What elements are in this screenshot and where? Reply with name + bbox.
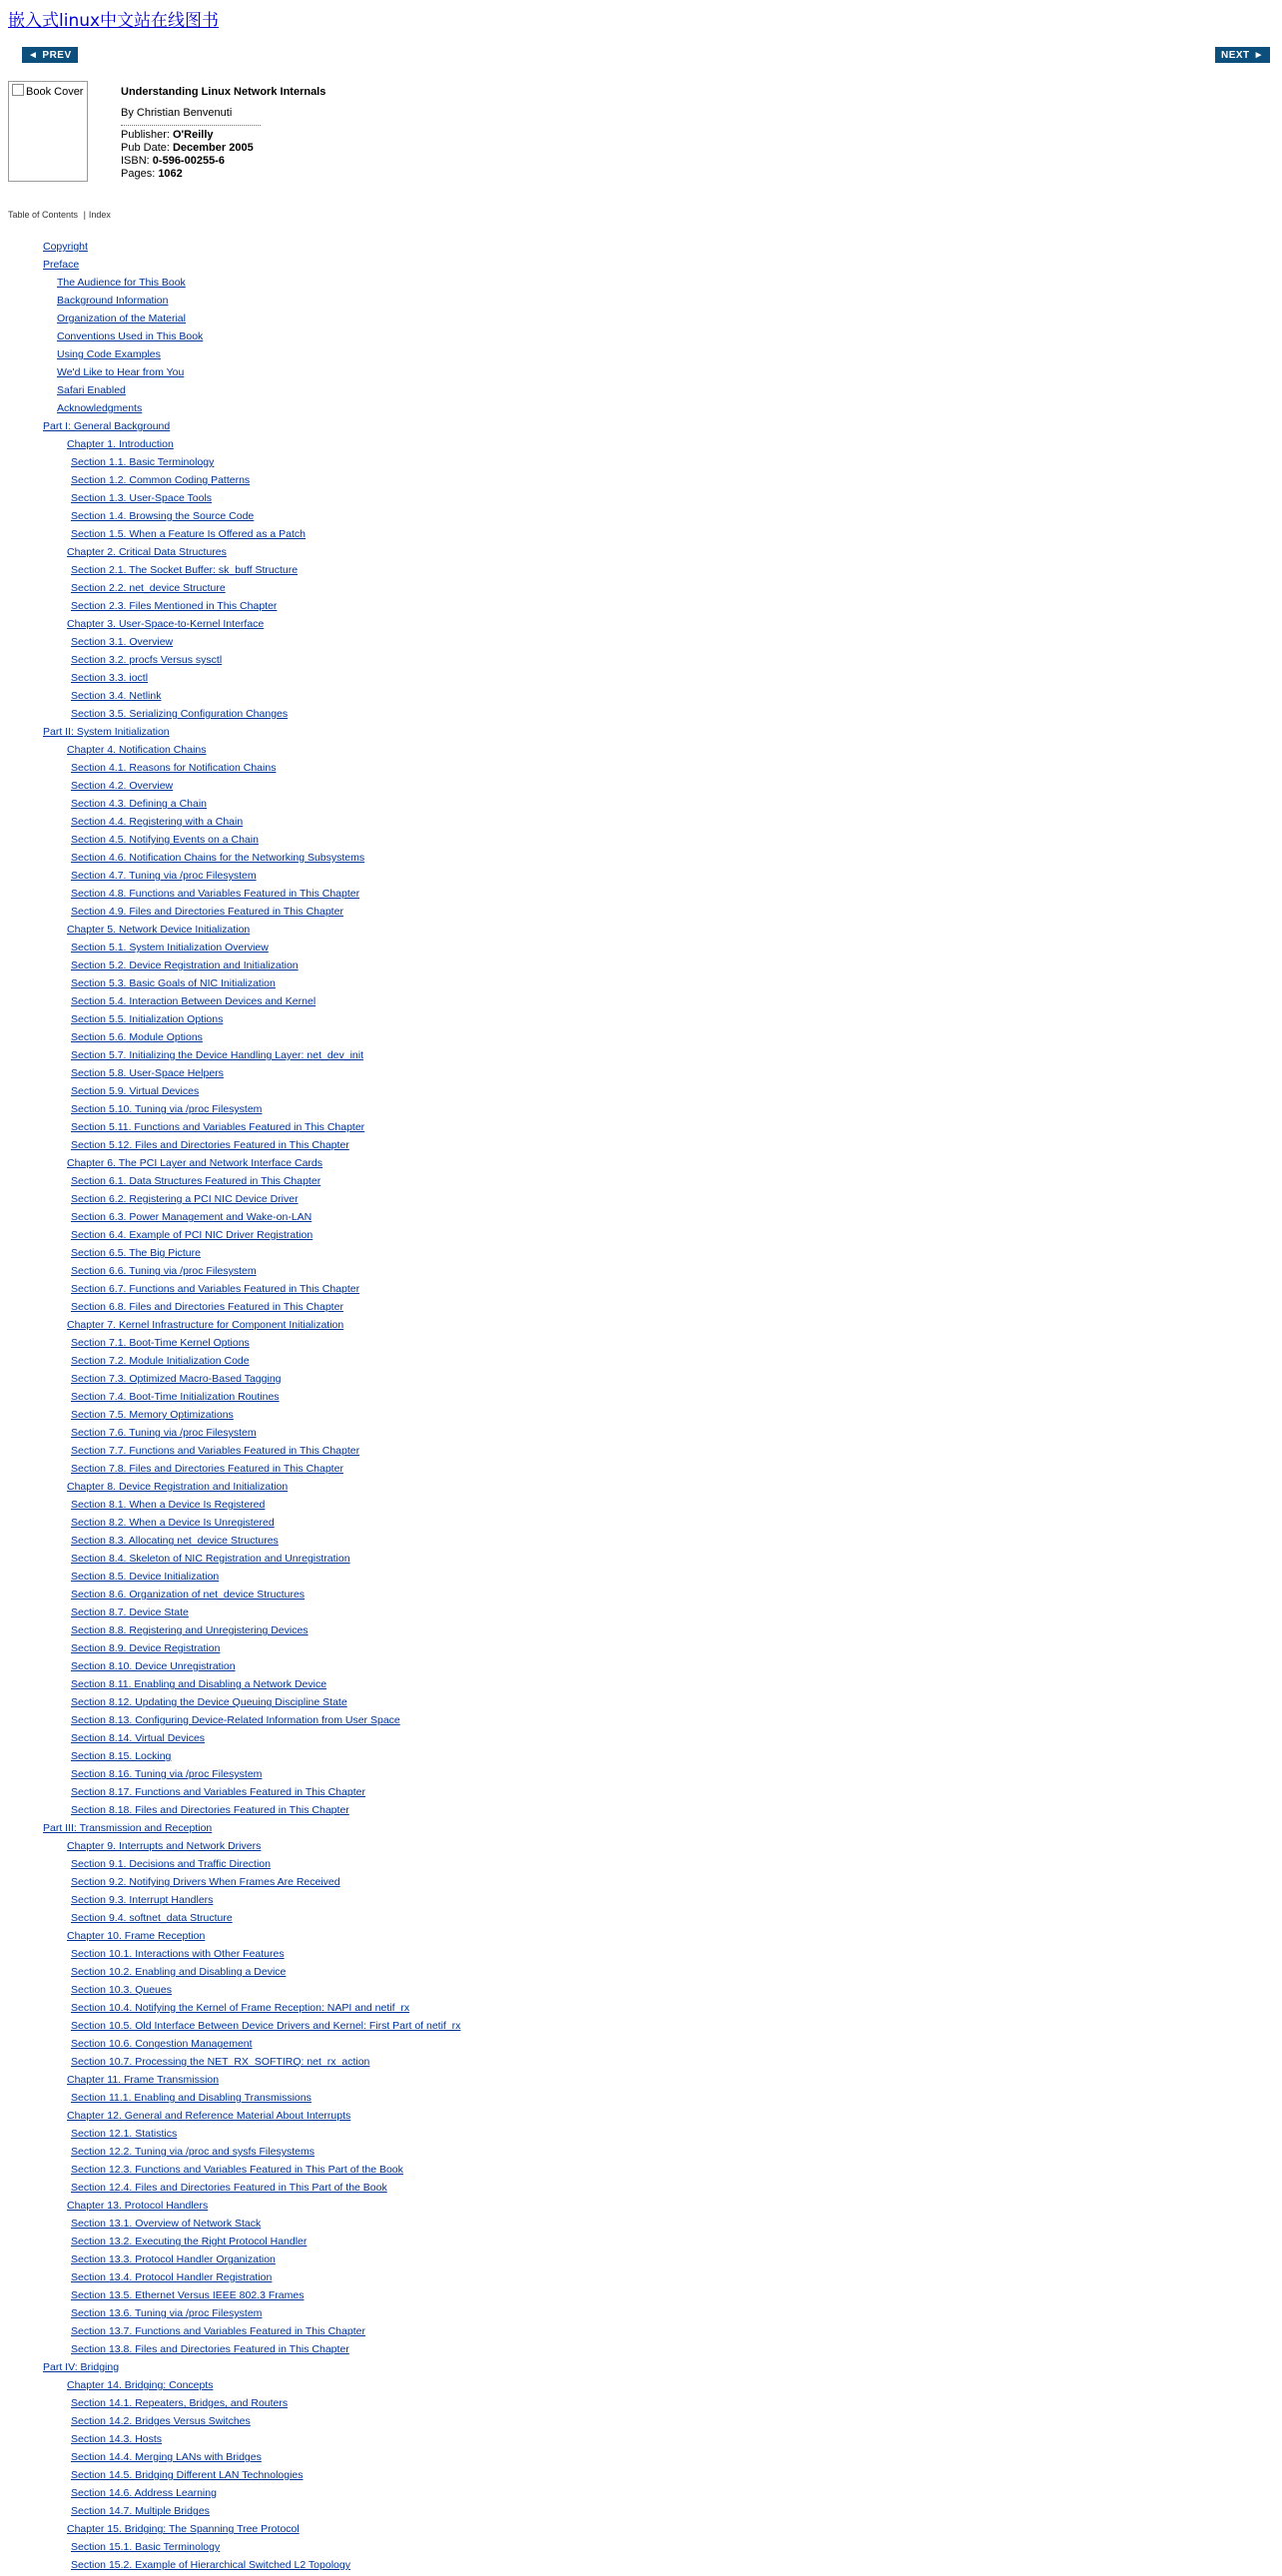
toc-link[interactable]: Section 4.4. Registering with a Chain <box>71 816 244 828</box>
toc-link[interactable]: Section 8.3. Allocating net_device Structures <box>71 1535 279 1547</box>
toc-link[interactable]: Section 6.5. The Big Picture <box>71 1247 201 1259</box>
toc-item <box>0 1120 1282 1138</box>
toc-link[interactable]: Background Information <box>57 295 169 307</box>
toc-link[interactable]: Section 5.1. System Initialization Overview <box>71 942 269 954</box>
publisher-label: Publisher: <box>121 129 170 141</box>
toc-item <box>0 401 1282 419</box>
toc-item <box>0 1983 1282 2001</box>
toc-link[interactable]: Section 10.2. Enabling and Disabling a Device <box>71 1966 287 1978</box>
toc-link[interactable]: Section 14.4. Merging LANs with Bridges <box>71 2451 262 2463</box>
toc-item <box>0 1893 1282 1911</box>
toc-item <box>0 1228 1282 1246</box>
isbn-value: 0-596-00255-6 <box>152 155 225 167</box>
toc-item <box>0 905 1282 923</box>
toc-item <box>0 617 1282 635</box>
publisher-line <box>121 129 325 142</box>
toc-link[interactable]: Section 8.9. Device Registration <box>71 1642 221 1654</box>
toc-link[interactable]: Chapter 1. Introduction <box>67 438 174 450</box>
toc-item <box>0 743 1282 761</box>
toc-item <box>0 294 1282 312</box>
toc-link[interactable]: Chapter 11. Frame Transmission <box>67 2074 220 2086</box>
toc-link[interactable]: Section 8.14. Virtual Devices <box>71 1732 206 1744</box>
toc-item <box>0 545 1282 563</box>
toc-item <box>0 1767 1282 1785</box>
toc-item <box>0 2342 1282 2360</box>
toc-item <box>0 1480 1282 1498</box>
toc-link[interactable]: Section 1.4. Browsing the Source Code <box>71 510 255 522</box>
toc-item <box>0 419 1282 437</box>
toc-item <box>0 2163 1282 2181</box>
toc-item <box>0 1102 1282 1120</box>
toc-link[interactable]: Section 7.7. Functions and Variables Featured in This Chapter <box>71 1445 360 1457</box>
toc-item <box>0 976 1282 994</box>
toc-item <box>0 1713 1282 1731</box>
isbn-line <box>121 155 325 168</box>
toc-item <box>0 1012 1282 1030</box>
toc-link[interactable]: Section 8.17. Functions and Variables Featured in This Chapter <box>71 1786 365 1798</box>
toc-link[interactable]: Section 10.4. Notifying the Kernel of Frame Reception: NAPI and netif_rx <box>71 2002 410 2014</box>
toc-item <box>0 2288 1282 2306</box>
toc-item <box>0 761 1282 779</box>
toc-link[interactable]: Section 10.3. Queues <box>71 1984 172 1996</box>
toc-item <box>0 994 1282 1012</box>
toc-item <box>0 1785 1282 1803</box>
toc-item <box>0 1929 1282 1947</box>
toc-link[interactable]: Section 2.3. Files Mentioned in This Chapter <box>71 600 278 612</box>
toc-item <box>0 1641 1282 1659</box>
toc-item <box>0 851 1282 869</box>
toc-link[interactable]: Section 4.2. Overview <box>71 780 174 792</box>
toc-item <box>0 347 1282 365</box>
toc-item <box>0 1282 1282 1300</box>
toc-item <box>0 2091 1282 2109</box>
toc-link[interactable]: Section 11.1. Enabling and Disabling Transmissions <box>71 2092 312 2104</box>
toc-item <box>0 1390 1282 1408</box>
toc-link[interactable]: Chapter 13. Protocol Handlers <box>67 2200 209 2212</box>
toc-link[interactable]: Section 4.9. Files and Directories Featured in This Chapter <box>71 906 343 918</box>
toc-item <box>0 1264 1282 1282</box>
toc-link[interactable]: Section 14.2. Bridges Versus Switches <box>71 2415 251 2427</box>
toc-link[interactable]: Using Code Examples <box>57 348 161 360</box>
toc-link[interactable]: Section 9.1. Decisions and Traffic Direction <box>71 1858 271 1870</box>
toc-item <box>0 312 1282 329</box>
toc-link[interactable]: Section 13.2. Executing the Right Protocol Handler <box>71 2236 308 2248</box>
toc-item <box>0 815 1282 833</box>
book-title: Understanding Linux Network Internals <box>121 86 326 98</box>
toc-link[interactable]: Chapter 12. General and Reference Material About Interrupts <box>67 2110 351 2122</box>
toc-item <box>0 2504 1282 2522</box>
toc-item <box>0 1318 1282 1336</box>
toc-item <box>0 959 1282 976</box>
toc-link[interactable]: Section 9.3. Interrupt Handlers <box>71 1894 214 1906</box>
toc-item <box>0 887 1282 905</box>
toc-link[interactable]: Section 13.1. Overview of Network Stack <box>71 2218 262 2230</box>
toc-link[interactable]: Chapter 5. Network Device Initialization <box>67 924 251 936</box>
toc-link[interactable]: Section 9.4. softnet_data Structure <box>71 1912 233 1924</box>
toc-link[interactable]: Table of Contents <box>8 210 79 220</box>
toc-link[interactable]: Section 7.4. Boot-Time Initialization Routines <box>71 1391 280 1403</box>
toc-item <box>0 1606 1282 1623</box>
toc-link[interactable]: Section 15.1. Basic Terminology <box>71 2541 221 2553</box>
toc-item <box>0 1048 1282 1066</box>
toc-item <box>0 1570 1282 1588</box>
toc-link[interactable]: Section 13.8. Files and Directories Featured in This Chapter <box>71 2343 349 2355</box>
toc-item <box>0 1588 1282 1606</box>
toc-link[interactable]: Section 6.7. Functions and Variables Featured in This Chapter <box>71 1283 360 1295</box>
toc-item <box>0 1749 1282 1767</box>
toc-link[interactable]: Chapter 9. Interrupts and Network Drivers <box>67 1840 262 1852</box>
toc-link[interactable]: Section 13.4. Protocol Handler Registration <box>71 2271 273 2283</box>
toc-item <box>0 581 1282 599</box>
toc-item <box>0 2522 1282 2540</box>
toc-link[interactable]: Section 8.4. Skeleton of NIC Registration and Unregistration <box>71 1553 350 1565</box>
toc-item <box>0 2001 1282 2019</box>
toc-item <box>0 725 1282 743</box>
toc-link[interactable]: Section 10.7. Processing the NET_RX_SOFTIRQ: net_rx_action <box>71 2056 370 2068</box>
toc-link[interactable]: Section 7.3. Optimized Macro-Based Tagging <box>71 1373 282 1385</box>
toc-item <box>0 1210 1282 1228</box>
toc-link[interactable]: Section 7.1. Boot-Time Kernel Options <box>71 1337 250 1349</box>
broken-image-icon <box>12 84 24 96</box>
toc-link[interactable]: Section 3.2. procfs Versus sysctl <box>71 654 223 666</box>
toc-link[interactable]: We'd Like to Hear from You <box>57 366 185 378</box>
toc-item <box>0 779 1282 797</box>
toc-link[interactable]: Safari Enabled <box>57 384 126 396</box>
toc-item <box>0 527 1282 545</box>
pubdate-label: Pub Date: <box>121 142 170 154</box>
toc-link[interactable]: Section 4.5. Notifying Events on a Chain <box>71 834 259 846</box>
toc-link[interactable]: Section 5.12. Files and Directories Featured in This Chapter <box>71 1139 349 1151</box>
toc-item <box>0 653 1282 671</box>
toc-link[interactable]: Section 5.8. User-Space Helpers <box>71 1067 224 1079</box>
toc-item <box>0 2127 1282 2145</box>
separator: | <box>83 210 86 220</box>
toc-item <box>0 1803 1282 1821</box>
toc-link[interactable]: Section 9.2. Notifying Drivers When Frames Are Received <box>71 1876 340 1888</box>
next-button[interactable] <box>1215 47 1270 63</box>
toc-item <box>0 2235 1282 2253</box>
toc-item <box>0 2181 1282 2199</box>
toc-item <box>0 1372 1282 1390</box>
toc-item <box>0 1911 1282 1929</box>
toc-link[interactable]: Part III: Transmission and Reception <box>43 1822 213 1834</box>
toc-item <box>0 2468 1282 2486</box>
site-title-link[interactable]: 嵌入式linux中文站在线图书 <box>8 11 220 31</box>
toc-item <box>0 2217 1282 2235</box>
toc-link[interactable]: Section 1.5. When a Feature Is Offered as a Patch <box>71 528 307 540</box>
toc-item <box>0 473 1282 491</box>
toc-link[interactable]: Section 7.5. Memory Optimizations <box>71 1409 234 1421</box>
toc-item <box>0 2145 1282 2163</box>
toc-link[interactable]: Chapter 8. Device Registration and Initialization <box>67 1481 289 1493</box>
toc-link[interactable]: Section 13.7. Functions and Variables Featured in This Chapter <box>71 2325 365 2337</box>
toc-item <box>0 941 1282 959</box>
toc-link[interactable]: Section 5.2. Device Registration and Initialization <box>71 960 299 971</box>
toc-item <box>0 1066 1282 1084</box>
toc-link[interactable]: Section 6.6. Tuning via /proc Filesystem <box>71 1265 257 1277</box>
toc-item <box>0 1498 1282 1516</box>
toc-item <box>0 1677 1282 1695</box>
toc-item <box>0 2109 1282 2127</box>
toc-link[interactable]: Section 4.8. Functions and Variables Featured in This Chapter <box>71 888 360 900</box>
toc-link[interactable]: Section 8.15. Locking <box>71 1750 172 1762</box>
toc-item <box>0 689 1282 707</box>
toc-link[interactable]: Section 14.5. Bridging Different LAN Technologies <box>71 2469 304 2481</box>
toc-item <box>0 1516 1282 1534</box>
toc-link[interactable]: Section 3.4. Netlink <box>71 690 162 702</box>
index-link[interactable]: Index <box>88 210 111 220</box>
toc-item <box>0 1084 1282 1102</box>
toc-link[interactable]: Section 14.3. Hosts <box>71 2433 163 2445</box>
pages-label: Pages: <box>121 168 156 180</box>
toc-link[interactable]: Section 13.6. Tuning via /proc Filesystem <box>71 2307 263 2319</box>
toc-link[interactable]: Copyright <box>43 241 88 253</box>
toc-link[interactable]: Section 1.2. Common Coding Patterns <box>71 474 251 486</box>
toc-link[interactable]: Section 8.8. Registering and Unregistering Devices <box>71 1624 309 1636</box>
table-of-contents <box>0 240 1282 2576</box>
toc-link[interactable]: Section 1.3. User-Space Tools <box>71 492 213 504</box>
toc-item <box>0 1659 1282 1677</box>
toc-item <box>0 671 1282 689</box>
toc-link[interactable]: Section 1.1. Basic Terminology <box>71 456 215 468</box>
toc-item <box>0 1156 1282 1174</box>
toc-item <box>0 329 1282 347</box>
toc-link[interactable]: Section 4.1. Reasons for Notification Chains <box>71 762 277 774</box>
toc-item <box>0 2073 1282 2091</box>
toc-link[interactable]: Section 8.13. Configuring Device-Related Information from User Space <box>71 1714 400 1726</box>
toc-link[interactable]: Section 12.4. Files and Directories Featured in This Part of the Book <box>71 2182 387 2194</box>
isbn-label: ISBN: <box>121 155 150 167</box>
toc-item <box>0 1030 1282 1048</box>
toc-item <box>0 1354 1282 1372</box>
toc-item <box>0 2378 1282 2396</box>
toc-item <box>0 1426 1282 1444</box>
toc-link[interactable]: Section 8.2. When a Device Is Unregistered <box>71 1517 275 1529</box>
toc-item <box>0 455 1282 473</box>
toc-link[interactable]: Conventions Used in This Book <box>57 330 204 342</box>
toc-item <box>0 1138 1282 1156</box>
toc-link[interactable]: Section 6.1. Data Structures Featured in This Chapter <box>71 1175 321 1187</box>
toc-item <box>0 276 1282 294</box>
toc-item <box>0 2414 1282 2432</box>
toc-link[interactable]: Section 4.6. Notification Chains for the Networking Subsystems <box>71 852 365 864</box>
toc-link[interactable]: Section 4.3. Defining a Chain <box>71 798 208 810</box>
toc-item <box>0 2253 1282 2270</box>
toc-item <box>0 1857 1282 1875</box>
toc-link[interactable]: Section 8.11. Enabling and Disabling a Network Device <box>71 1678 327 1690</box>
toc-item <box>0 1300 1282 1318</box>
book-author: By Christian Benvenuti <box>121 107 233 119</box>
toc-item <box>0 833 1282 851</box>
toc-link[interactable]: Section 12.3. Functions and Variables Featured in This Part of the Book <box>71 2164 403 2176</box>
toc-link[interactable]: Section 10.6. Congestion Management <box>71 2038 253 2050</box>
toc-item <box>0 563 1282 581</box>
toc-link[interactable]: Section 8.10. Device Unregistration <box>71 1660 236 1672</box>
toc-link[interactable]: Section 5.5. Initialization Options <box>71 1013 224 1025</box>
toc-item <box>0 1336 1282 1354</box>
toc-item <box>0 1174 1282 1192</box>
toc-link[interactable]: Section 6.8. Files and Directories Featured in This Chapter <box>71 1301 343 1313</box>
toc-link[interactable]: The Audience for This Book <box>57 277 186 289</box>
toc-item <box>0 599 1282 617</box>
toc-link[interactable]: Chapter 14. Bridging: Concepts <box>67 2379 214 2391</box>
toc-item <box>0 2199 1282 2217</box>
toc-item <box>0 365 1282 383</box>
toc-item <box>0 797 1282 815</box>
arrow-left-icon: ◄ <box>28 49 39 61</box>
toc-link[interactable]: Section 8.18. Files and Directories Featured in This Chapter <box>71 1804 349 1816</box>
toc-item <box>0 509 1282 527</box>
toc-link[interactable]: Section 12.1. Statistics <box>71 2128 178 2140</box>
toc-link[interactable]: Chapter 7. Kernel Infrastructure for Component Initialization <box>67 1319 344 1331</box>
toc-link[interactable]: Section 5.4. Interaction Between Devices and Kernel <box>71 995 317 1007</box>
toc-link[interactable]: Section 8.1. When a Device Is Registered <box>71 1499 266 1511</box>
toc-item <box>0 1947 1282 1965</box>
toc-link[interactable]: Section 10.1. Interactions with Other Features <box>71 1948 285 1960</box>
toc-link[interactable]: Part IV: Bridging <box>43 2361 120 2373</box>
toc-link[interactable]: Section 5.3. Basic Goals of NIC Initialization <box>71 977 276 989</box>
toc-link[interactable]: Section 6.3. Power Management and Wake-on-LAN <box>71 1211 313 1223</box>
toc-link[interactable]: Chapter 10. Frame Reception <box>67 1930 206 1942</box>
toc-link[interactable]: Section 8.5. Device Initialization <box>71 1571 220 1583</box>
prev-label: PREV <box>42 49 72 61</box>
toc-item <box>0 2055 1282 2073</box>
toc-item <box>0 1552 1282 1570</box>
toc-item <box>0 1462 1282 1480</box>
toc-link[interactable]: Section 2.1. The Socket Buffer: sk_buff Structure <box>71 564 299 576</box>
divider <box>121 125 261 126</box>
toc-link[interactable]: Chapter 3. User-Space-to-Kernel Interface <box>67 618 265 630</box>
toc-item <box>0 2019 1282 2037</box>
toc-link[interactable]: Part I: General Background <box>43 420 171 432</box>
book-info <box>121 86 325 181</box>
toc-item <box>0 240 1282 258</box>
toc-item <box>0 491 1282 509</box>
toc-link[interactable]: Section 5.9. Virtual Devices <box>71 1085 200 1097</box>
prev-button[interactable] <box>22 47 78 63</box>
toc-link[interactable]: Section 8.16. Tuning via /proc Filesystem <box>71 1768 263 1780</box>
toc-link[interactable]: Section 5.6. Module Options <box>71 1031 203 1043</box>
toc-item <box>0 2432 1282 2450</box>
toc-item <box>0 383 1282 401</box>
toc-link[interactable]: Section 3.3. ioctl <box>71 672 149 684</box>
toc-link[interactable]: Section 3.5. Serializing Configuration Changes <box>71 708 289 720</box>
toc-item <box>0 2324 1282 2342</box>
toc-link[interactable]: Chapter 6. The PCI Layer and Network Interface Cards <box>67 1157 323 1169</box>
toc-link[interactable]: Section 10.5. Old Interface Between Device Drivers and Kernel: First Part of netif_rx <box>71 2020 461 2032</box>
toc-item <box>0 2037 1282 2055</box>
toc-item <box>0 1695 1282 1713</box>
toc-link[interactable]: Section 12.2. Tuning via /proc and sysfs Filesystems <box>71 2146 315 2158</box>
toc-link[interactable]: Section 5.11. Functions and Variables Featured in This Chapter <box>71 1121 365 1133</box>
toc-link[interactable]: Section 14.6. Address Learning <box>71 2487 217 2499</box>
publisher-value: O'Reilly <box>172 129 214 141</box>
toc-item <box>0 1192 1282 1210</box>
toc-link[interactable]: Part II: System Initialization <box>43 726 170 738</box>
toc-link[interactable]: Section 5.10. Tuning via /proc Filesystem <box>71 1103 263 1115</box>
toc-link[interactable]: Section 5.7. Initializing the Device Handling Layer: net_dev_init <box>71 1049 364 1061</box>
toc-link[interactable]: Section 4.7. Tuning via /proc Filesystem <box>71 870 257 882</box>
toc-link[interactable]: Section 2.2. net_device Structure <box>71 582 226 594</box>
toc-link[interactable]: Section 7.8. Files and Directories Featured in This Chapter <box>71 1463 343 1475</box>
toc-link[interactable]: Preface <box>43 259 80 271</box>
toc-item <box>0 707 1282 725</box>
toc-item <box>0 1623 1282 1641</box>
book-cover-image <box>8 81 88 182</box>
toc-item <box>0 1408 1282 1426</box>
toc-item <box>0 2270 1282 2288</box>
toc-item <box>0 923 1282 941</box>
toc-link[interactable]: Section 6.4. Example of PCI NIC Driver Registration <box>71 1229 314 1241</box>
toc-item <box>0 1246 1282 1264</box>
toc-item <box>0 2558 1282 2576</box>
toc-item <box>0 2306 1282 2324</box>
toc-link[interactable]: Section 6.2. Registering a PCI NIC Device Driver <box>71 1193 299 1205</box>
arrow-right-icon: ► <box>1253 49 1265 61</box>
toc-link[interactable]: Acknowledgments <box>57 402 143 414</box>
toc-link[interactable]: Section 14.7. Multiple Bridges <box>71 2505 210 2517</box>
toc-item <box>0 1875 1282 1893</box>
toc-item <box>0 2540 1282 2558</box>
pubdate-line <box>121 142 325 155</box>
toc-index-links <box>8 210 111 220</box>
toc-item <box>0 2360 1282 2378</box>
toc-link[interactable]: Section 7.6. Tuning via /proc Filesystem <box>71 1427 257 1439</box>
toc-link[interactable]: Chapter 2. Critical Data Structures <box>67 546 227 558</box>
toc-item <box>0 258 1282 276</box>
toc-link[interactable]: Chapter 15. Bridging: The Spanning Tree Protocol <box>67 2523 300 2535</box>
toc-link[interactable]: Section 3.1. Overview <box>71 636 174 648</box>
toc-link[interactable]: Section 8.6. Organization of net_device Structures <box>71 1589 306 1601</box>
toc-link[interactable]: Chapter 4. Notification Chains <box>67 744 207 756</box>
toc-item <box>0 635 1282 653</box>
pages-line <box>121 168 325 181</box>
toc-item <box>0 1965 1282 1983</box>
toc-item <box>0 2486 1282 2504</box>
toc-link[interactable]: Section 15.2. Example of Hierarchical Switched L2 Topology <box>71 2559 350 2571</box>
toc-item <box>0 2396 1282 2414</box>
toc-item <box>0 869 1282 887</box>
toc-link[interactable]: Section 13.5. Ethernet Versus IEEE 802.3 Frames <box>71 2289 305 2301</box>
toc-item <box>0 1821 1282 1839</box>
toc-link[interactable]: Section 8.12. Updating the Device Queuing Discipline State <box>71 1696 347 1708</box>
pages-value: 1062 <box>158 168 183 180</box>
next-label: NEXT <box>1221 49 1250 61</box>
toc-link[interactable]: Section 8.7. Device State <box>71 1607 189 1618</box>
toc-link[interactable]: Section 14.1. Repeaters, Bridges, and Routers <box>71 2397 289 2409</box>
toc-item <box>0 1731 1282 1749</box>
toc-item <box>0 1444 1282 1462</box>
pubdate-value: December 2005 <box>172 142 254 154</box>
toc-item <box>0 1839 1282 1857</box>
toc-item <box>0 2450 1282 2468</box>
book-cover-alt: Book Cover <box>26 86 84 98</box>
toc-item <box>0 437 1282 455</box>
toc-link[interactable]: Organization of the Material <box>57 313 186 324</box>
toc-item <box>0 1534 1282 1552</box>
toc-link[interactable]: Section 7.2. Module Initialization Code <box>71 1355 250 1367</box>
toc-link[interactable]: Section 13.3. Protocol Handler Organization <box>71 2254 276 2265</box>
